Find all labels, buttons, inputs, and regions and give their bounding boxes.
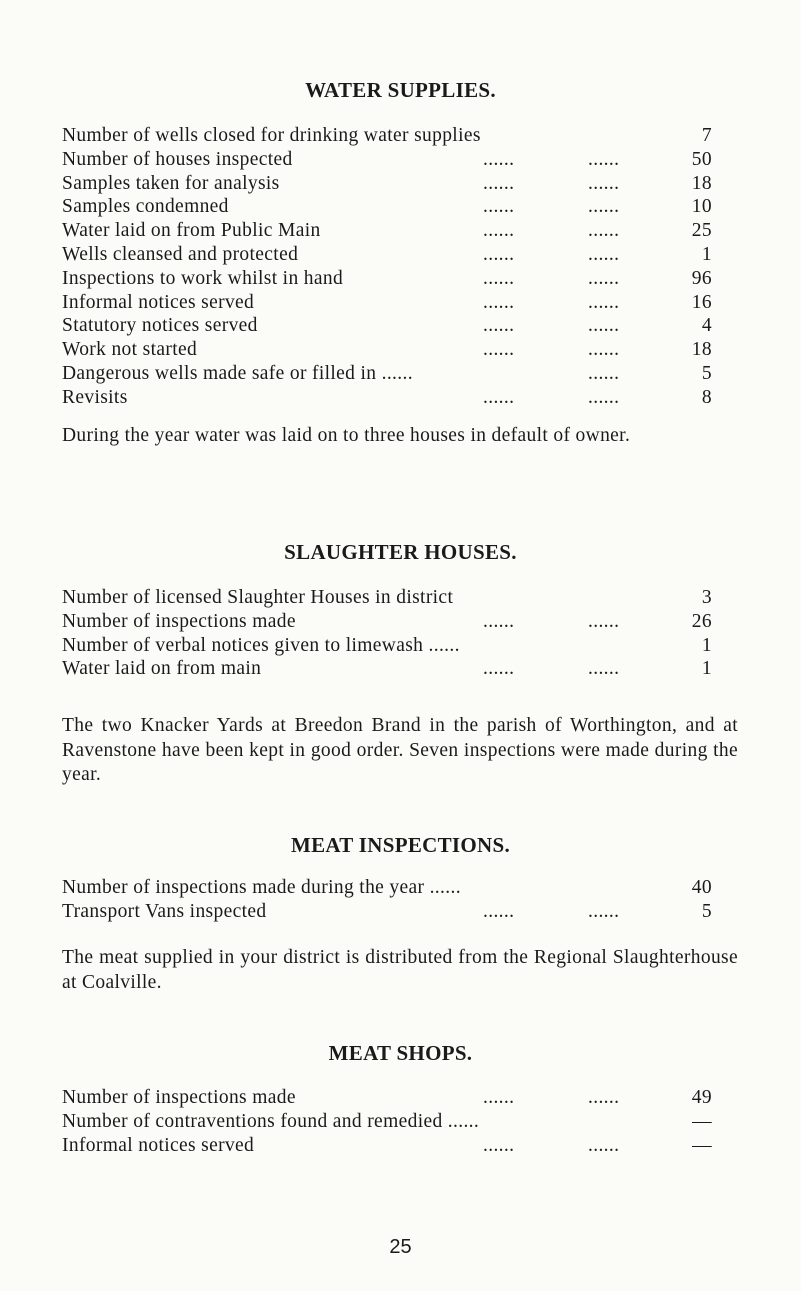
row-label: Work not started [62,339,198,361]
row-label: Statutory notices served [62,315,258,337]
meat-shops-table [62,1086,712,1157]
leader-dots: ...... [483,339,515,361]
meat-inspections-table [62,876,712,924]
row-label: Samples taken for analysis [62,172,280,194]
leader-dots: ...... [588,339,620,361]
leader-dots: ...... [588,220,620,242]
leader-dots: ...... [483,1134,515,1156]
leader-dots: ...... [483,900,515,922]
row-value: 5 [701,900,712,922]
table-row [62,586,712,610]
meat-inspections-heading: MEAT INSPECTIONS. [290,833,511,857]
row-value: 50 [691,148,712,170]
table-row [62,386,712,410]
row-value: 4 [701,315,712,337]
row-label: Number of inspections made during the year ...... [62,877,461,898]
row-label: Inspections to work whilst in hand [62,267,344,289]
row-value: 96 [691,267,712,289]
row-label: Revisits [62,386,128,408]
leader-dots: ...... [483,1087,515,1108]
row-label: Number of contraventions found and remedied ...... [62,1110,480,1132]
leader-dots: ...... [588,291,620,313]
water-supplies-note: During the year water was laid on to three houses in default of owner. [62,425,631,446]
leader-dots: ...... [483,386,515,408]
leader-dots: ...... [483,196,515,218]
row-value: 1 [701,658,712,680]
row-value: — [692,1134,712,1156]
table-row [62,148,712,172]
row-label: Number of wells closed for drinking water supplies [62,125,481,146]
meat-inspections-note: The meat supplied in your district is distributed from the Regional Slaughterhouse at Coalville. [62,947,738,993]
leader-dots: ...... [588,386,620,408]
table-row [62,243,712,267]
row-value: 26 [691,610,712,632]
row-label: Transport Vans inspected [62,900,267,922]
table-row [62,1110,712,1134]
slaughter-houses-table [62,586,712,681]
table-row [62,219,712,243]
row-label: Wells cleansed and protected [62,243,299,265]
row-value: 18 [691,172,712,194]
row-value: 1 [701,243,712,265]
leader-dots: ...... [483,220,515,242]
table-row [62,267,712,291]
table-row [62,291,712,315]
leader-dots: ...... [483,291,515,313]
row-label: Informal notices served [62,1134,255,1156]
slaughter-houses-heading: SLAUGHTER HOUSES. [284,540,517,564]
leader-dots: ...... [588,315,620,337]
leader-dots: ...... [483,610,515,632]
leader-dots: ...... [588,148,620,170]
row-value: 8 [701,386,712,408]
row-value: 49 [691,1087,712,1108]
leader-dots: ...... [588,267,620,289]
table-row [62,876,712,900]
row-label: Informal notices served [62,291,255,313]
row-value: 1 [701,634,712,656]
table-row [62,195,712,219]
leader-dots: ...... [483,658,515,680]
leader-dots: ...... [588,172,620,194]
slaughter-houses-note: The two Knacker Yards at Breedon Brand in the parish of Worthington, and at Ravenstone have been kept in good order. Seven inspections were made during the year. [62,715,738,785]
leader-dots: ...... [483,267,515,289]
row-value: 10 [691,196,712,218]
leader-dots: ...... [483,172,515,194]
leader-dots: ...... [588,900,620,922]
row-label: Number of inspections made [62,610,296,632]
water-supplies-table [62,124,712,410]
table-row [62,172,712,196]
row-label: Number of verbal notices given to limewash ...... [62,634,460,656]
table-row [62,1086,712,1110]
table-row [62,657,712,681]
row-label: Samples condemned [62,196,229,218]
leader-dots: ...... [588,196,620,218]
row-label: Water laid on from Public Main [62,220,321,242]
row-value: 25 [691,220,712,242]
row-label: Number of licensed Slaughter Houses in district [62,587,454,608]
leader-dots: ...... [588,610,620,632]
row-label: Dangerous wells made safe or filled in ...... [62,362,413,384]
row-label: Water laid on from main [62,658,262,680]
leader-dots: ...... [483,243,515,265]
row-value: 40 [691,877,712,898]
leader-dots: ...... [588,243,620,265]
row-value: 5 [701,362,712,384]
meat-shops-heading: MEAT SHOPS. [328,1041,473,1065]
table-row [62,362,712,386]
row-value: 7 [701,125,712,146]
leader-dots: ...... [588,658,620,680]
page-number: 25 [389,1236,412,1258]
table-row [62,314,712,338]
leader-dots: ...... [483,315,515,337]
leader-dots: ...... [483,148,515,170]
water-supplies-heading: WATER SUPPLIES. [305,78,496,102]
row-label: Number of inspections made [62,1087,296,1108]
leader-dots: ...... [588,362,620,384]
row-value: — [692,1110,712,1132]
table-row [62,900,712,924]
table-row [62,634,712,658]
row-label: Number of houses inspected [62,148,293,170]
table-row [62,1134,712,1158]
table-row [62,124,712,148]
row-value: 18 [691,339,712,361]
table-row [62,338,712,362]
row-value: 16 [691,291,712,313]
leader-dots: ...... [588,1087,620,1108]
row-value: 3 [701,587,712,608]
leader-dots: ...... [588,1134,620,1156]
table-row [62,610,712,634]
